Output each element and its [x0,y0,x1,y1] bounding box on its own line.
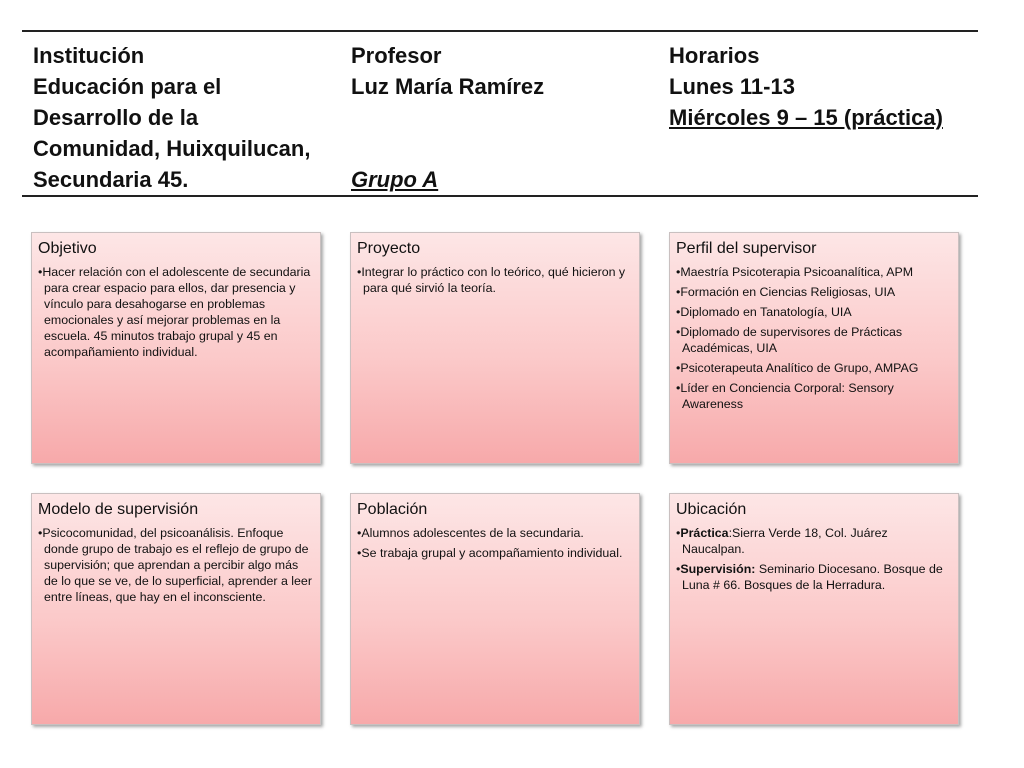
card-title: Perfil del supervisor [676,240,817,257]
list-item: • Hacer relación con el adolescente de secundaria para crear espacio para ellos, dar presencia y vínculo para desahogarse en problemas emocionales y así mejorar problemas en la escuela. 45 minutos trabajo grupal y 45 en acompañamiento individual. [38,264,314,360]
list-item: • Psicoterapeuta Analítico de Grupo, AMPAG [676,360,952,376]
card-ubicacion [669,493,959,725]
card-title: Población [357,501,428,518]
list-item [676,525,952,557]
header-table [22,30,978,197]
horarios-column [669,40,979,133]
card-title: Ubicación [676,501,747,518]
bullet-list [676,264,952,412]
profesor-column [351,40,651,192]
institucion-line: Educación para el [33,74,222,99]
card-poblacion [350,493,640,725]
bullet-list [676,525,952,593]
list-item: • Integrar lo práctico con lo teórico, qué hicieron y para qué sirvió la teoría. [357,264,633,296]
horario-miercoles: Miércoles 9 – 15 (práctica) [669,105,943,130]
profesor-label: Profesor [351,43,442,68]
list-item: • Formación en Ciencias Religiosas, UIA [676,284,952,300]
list-item [676,561,952,593]
profesor-name: Luz María Ramírez [351,74,545,99]
list-item: • Alumnos adolescentes de la secundaria. [357,525,633,541]
list-item: • Psicocomunidad, del psicoanálisis. Enfoque donde grupo de trabajo es el reflejo de grupo de supervisión; que aprendan a percibir algo más de lo que se ve, de lo superficial, aprender a leer entre líneas, que hay en el inconsciente. [38,525,314,605]
horario-lunes: Lunes 11-13 [669,74,795,99]
institucion-line: Secundaria 45. [33,167,189,192]
list-item: • Diplomado de supervisores de Prácticas Académicas, UIA [676,324,952,356]
supervision-label: Supervisión: [680,562,756,576]
card-title: Modelo de supervisión [38,501,199,518]
card-perfil-supervisor [669,232,959,464]
institucion-label: Institución [33,43,145,68]
institucion-line: Desarrollo de la [33,105,199,130]
card-title: Objetivo [38,240,97,257]
practica-label: Práctica [680,526,729,540]
practica-text: :Sierra Verde 18, Col. Juárez Naucalpan. [682,526,888,556]
institucion-line: Comunidad, Huixquilucan, [33,136,311,161]
institucion-column [33,40,343,195]
bullet-list [357,525,633,561]
list-item: • Se trabaja grupal y acompañamiento individual. [357,545,633,561]
bullet-list [38,525,314,605]
bullet-list [357,264,633,296]
supervision-text: Seminario Diocesano. Bosque de Luna # 66. Bosques de la Herradura. [682,562,943,592]
bullet-list [38,264,314,360]
grupo-label: Grupo A [351,167,439,192]
list-item: • Maestría Psicoterapia Psicoanalítica, APM [676,264,952,280]
card-proyecto [350,232,640,464]
card-modelo-supervision [31,493,321,725]
card-objetivo [31,232,321,464]
list-item: • Líder en Conciencia Corporal: Sensory Awareness [676,380,952,412]
horarios-label: Horarios [669,43,760,68]
list-item: • Diplomado en Tanatología, UIA [676,304,952,320]
card-title: Proyecto [357,240,421,257]
